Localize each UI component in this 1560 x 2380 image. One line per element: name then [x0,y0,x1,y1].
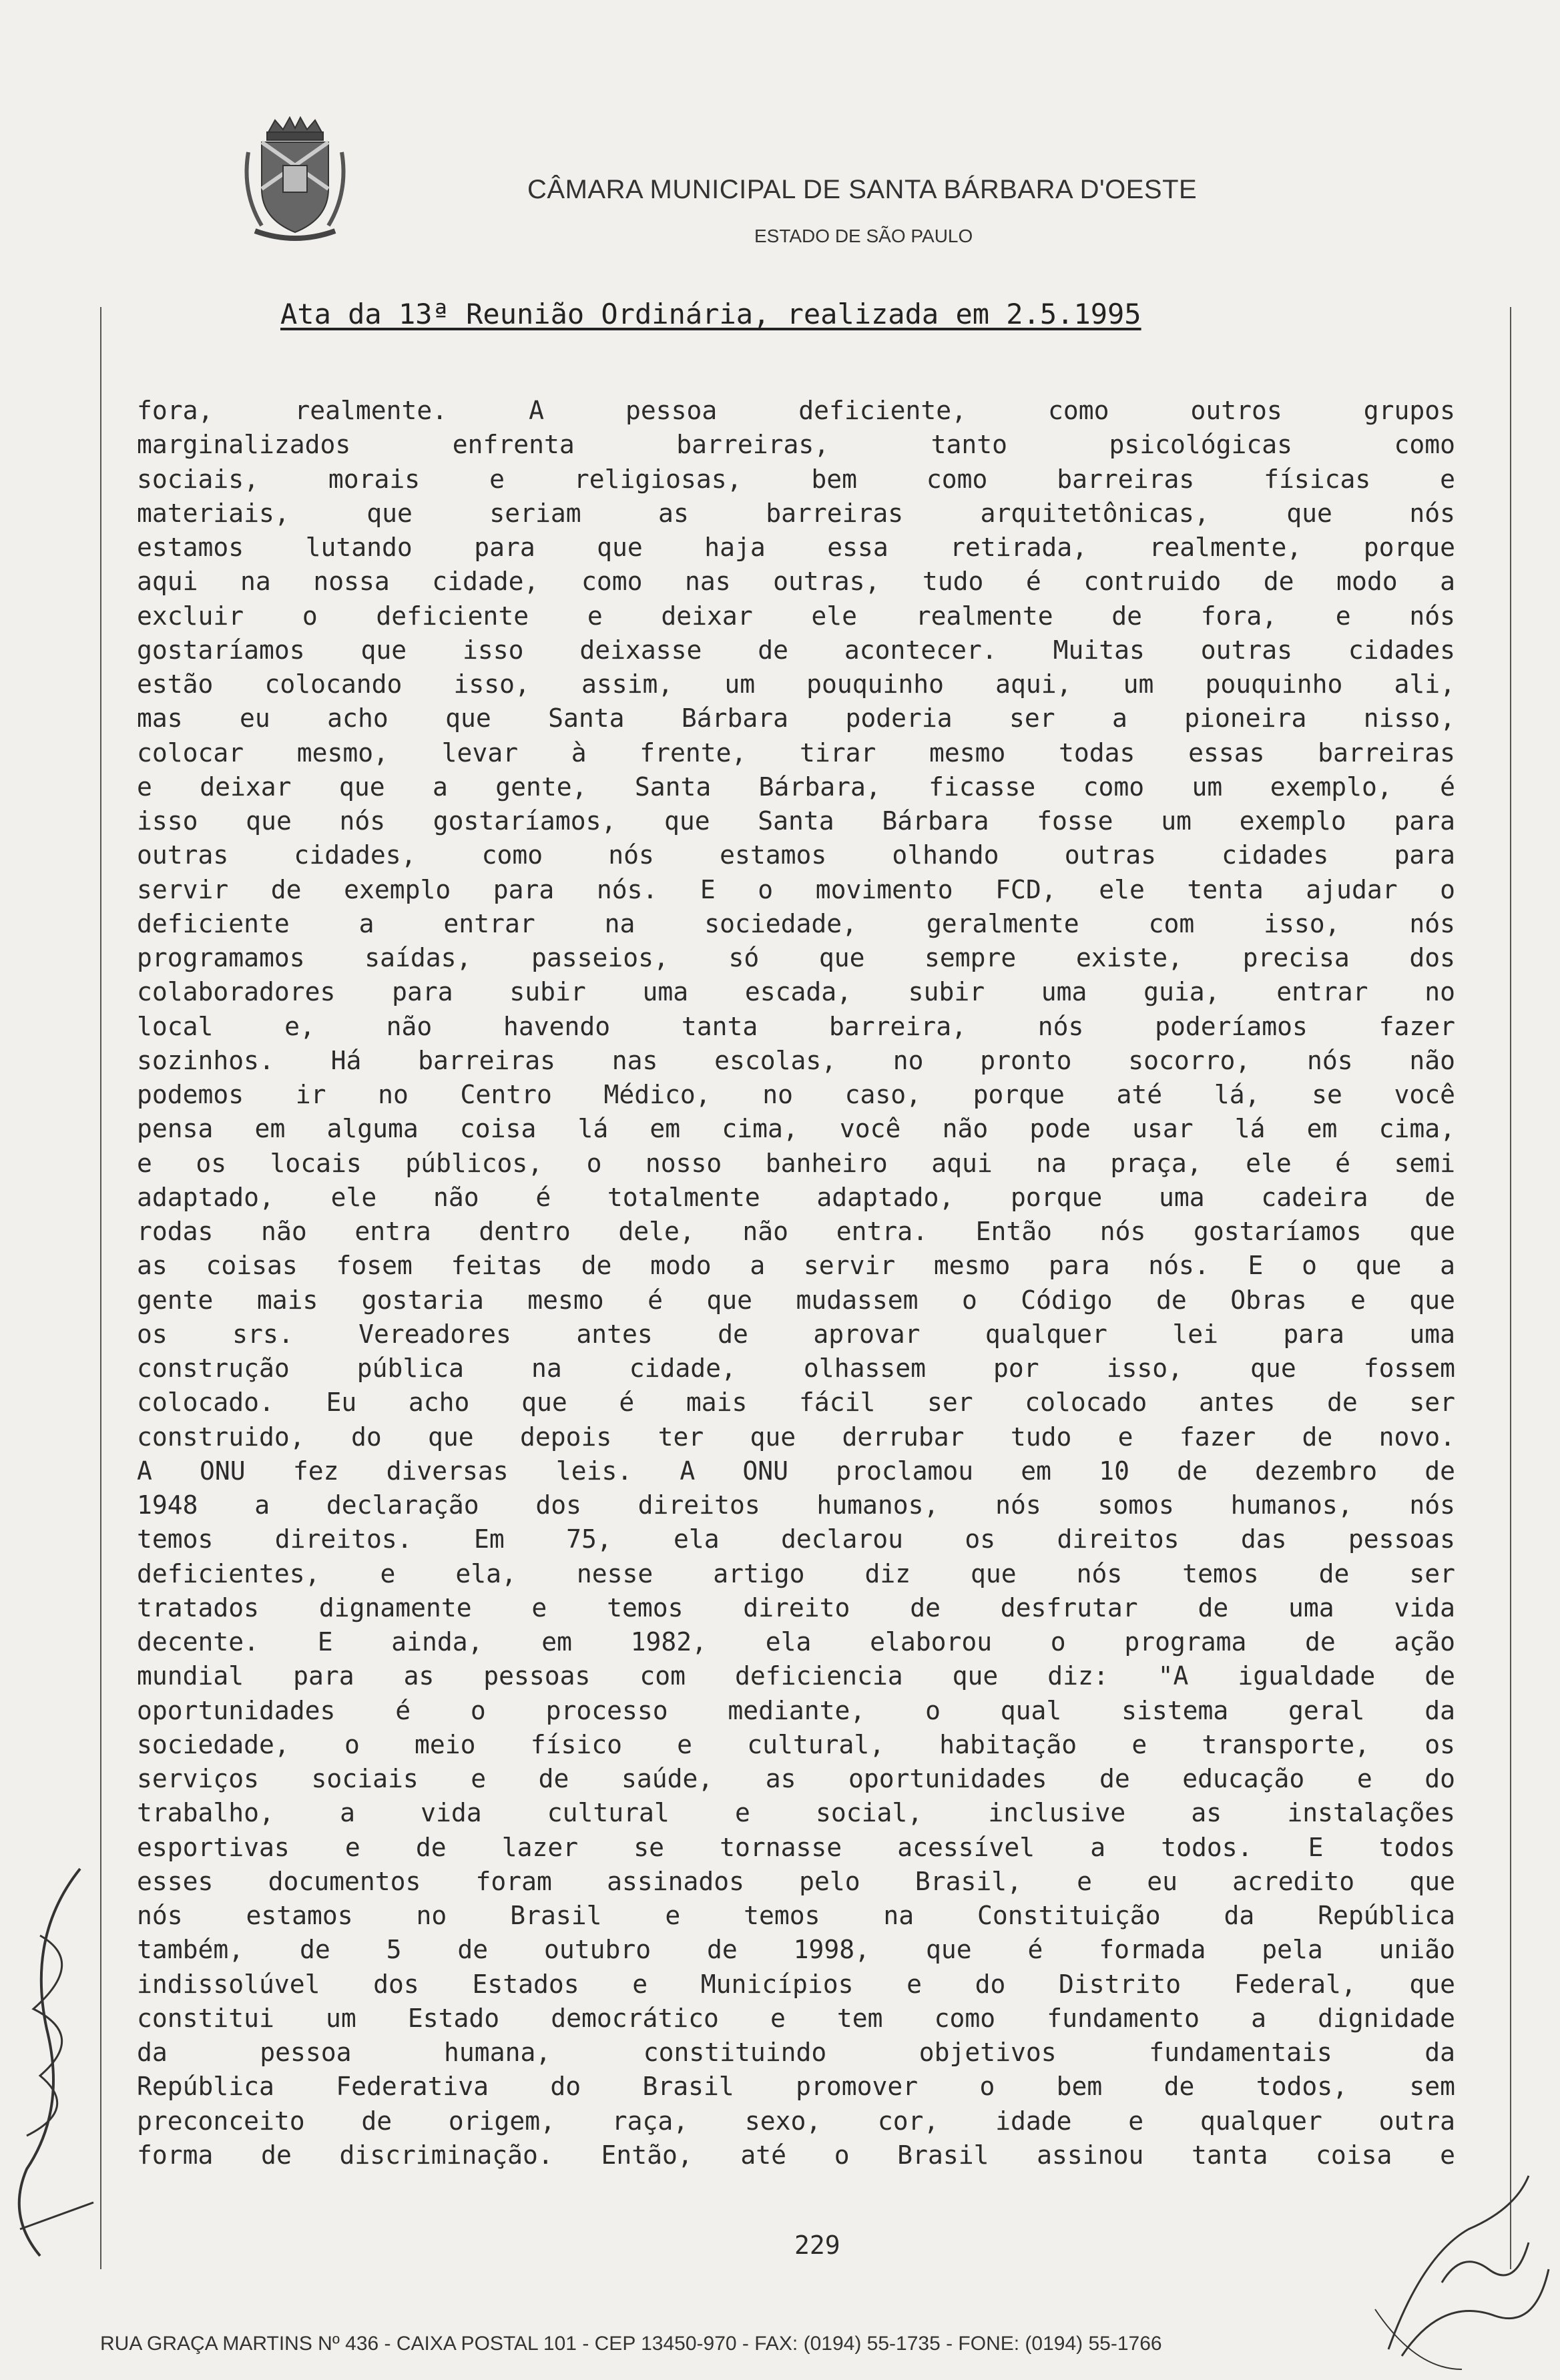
text-line: colocado. Eu acho que é mais fácil ser colocado antes de ser [137,1388,1455,1418]
text-line: colaboradores para subir uma escada, subir uma guia, entrar no [137,977,1455,1007]
text-line: construção pública na cidade, olhassem por isso, que fossem [137,1354,1455,1383]
text-line: deficiente a entrar na sociedade, geralmente com isso, nós [137,908,1455,938]
text-line: constitui um Estado democrático e tem como fundamento a dignidade [137,2003,1455,2033]
text-line: esportivas e de lazer se tornasse acessível a todos. E todos [137,1832,1455,1862]
text-line: oportunidades é o processo mediante, o qual sistema geral da [137,1695,1455,1725]
text-line: local e, não havendo tanta barreira, nós poderíamos fazer [137,1011,1455,1041]
text-line: decente. E ainda, em 1982, ela elaborou o programa de ação [137,1627,1455,1657]
municipal-coat-of-arms [242,112,348,246]
text-line: outras cidades, como nós estamos olhando outras cidades para [137,840,1455,870]
text-line: excluir o deficiente e deixar ele realmente de fora, e nós [137,601,1455,631]
text-line: mas eu acho que Santa Bárbara poderia ser a pioneira nisso, [137,703,1455,733]
text-line: forma de discriminação. Então, até o Brasil assinou tanta coisa e [137,2140,1455,2170]
text-line: deficientes, e ela, nesse artigo diz que nós temos de ser [137,1558,1455,1588]
text-line: tratados dignamente e temos direito de desfrutar de uma vida [137,1592,1455,1622]
text-line: materiais, que seriam as barreiras arquitetônicas, que nós [137,498,1455,528]
text-line: os srs. Vereadores antes de aprovar qualquer lei para uma [137,1319,1455,1349]
state-name: ESTADO DE SÃO PAULO [754,226,973,246]
text-line: aqui na nossa cidade, como nas outras, tudo é contruido de modo a [137,567,1455,597]
text-line: servir de exemplo para nós. E o movimento FCD, ele tenta ajudar o [137,874,1455,904]
institution-name: CÂMARA MUNICIPAL DE SANTA BÁRBARA D'OESTE [527,175,1198,204]
text-line: 1948 a declaração dos direitos humanos, nós somos humanos, nós [137,1490,1455,1520]
text-line: estão colocando isso, assim, um pouquinho aqui, um pouquinho ali, [137,669,1455,699]
text-line: programamos saídas, passeios, só que sempre existe, precisa dos [137,943,1455,972]
left-margin-rule [100,307,101,2269]
text-line: sozinhos. Há barreiras nas escolas, no pronto socorro, nós não [137,1045,1455,1075]
document-title: Ata da 13ª Reunião Ordinária, realizada em 2.5.1995 [280,298,1141,330]
text-line: colocar mesmo, levar à frente, tirar mesmo todas essas barreiras [137,737,1455,768]
text-line: esses documentos foram assinados pelo Brasil, e eu acredito que [137,1866,1455,1896]
text-line: mundial para as pessoas com deficiencia que diz: "A igualdade de [137,1661,1455,1691]
text-line: rodas não entra dentro dele, não entra. Então nós gostaríamos que [137,1217,1455,1246]
text-line: isso que nós gostaríamos, que Santa Bárbara fosse um exemplo para [137,806,1455,836]
right-margin-rule [1510,307,1511,2269]
text-line: sociedade, o meio físico e cultural, habitação e transporte, os [137,1729,1455,1759]
text-line: adaptado, ele não é totalmente adaptado, porque uma cadeira de [137,1182,1455,1212]
text-line: construido, do que depois ter que derrubar tudo e fazer de novo. [137,1422,1455,1452]
text-line: A ONU fez diversas leis. A ONU proclamou em 10 de dezembro de [137,1456,1455,1486]
text-line: da pessoa humana, constituindo objetivos fundamentais da [137,2038,1455,2067]
text-line: as coisas fosem feitas de modo a servir mesmo para nós. E o que a [137,1251,1455,1281]
text-line: gente mais gostaria mesmo é que mudassem o Código de Obras e que [137,1285,1455,1315]
handwritten-signature-right [1362,2149,1555,2376]
text-line: e os locais públicos, o nosso banheiro aqui na praça, ele é semi [137,1148,1455,1178]
text-line: gostaríamos que isso deixasse de acontecer. Muitas outras cidades [137,635,1455,665]
footer-address: RUA GRAÇA MARTINS Nº 436 - CAIXA POSTAL 101 - CEP 13450-970 - FAX: (0194) 55-1735 - FONE: (0194) 55-1766 [100,2333,1162,2355]
text-line: nós estamos no Brasil e temos na Constituição da República [137,1901,1455,1930]
text-line: e deixar que a gente, Santa Bárbara, ficasse como um exemplo, é [137,772,1455,802]
text-line: República Federativa do Brasil promover o bem de todos, sem [137,2072,1455,2102]
text-line: podemos ir no Centro Médico, no caso, porque até lá, se você [137,1080,1455,1109]
text-line: sociais, morais e religiosas, bem como barreiras físicas e [137,464,1455,494]
text-line: também, de 5 de outubro de 1998, que é formada pela união [137,1935,1455,1965]
text-line: indissolúvel dos Estados e Municípios e do Distrito Federal, que [137,1969,1455,1999]
text-line: estamos lutando para que haja essa retirada, realmente, porque [137,533,1455,562]
text-line: preconceito de origem, raça, sexo, cor, idade e qualquer outra [137,2106,1455,2136]
minutes-body [137,394,1455,2172]
text-line: pensa em alguma coisa lá em cima, você não pode usar lá em cima, [137,1114,1455,1144]
page-number: 229 [794,2230,840,2260]
text-line: serviços sociais e de saúde, as oportunidades de educação e do [137,1764,1455,1793]
handwritten-signature-left [0,1855,100,2269]
text-line: marginalizados enfrenta barreiras, tanto psicológicas como [137,430,1455,460]
text-line: temos direitos. Em 75, ela declarou os direitos das pessoas [137,1524,1455,1554]
text-line: fora, realmente. A pessoa deficiente, como outros grupos [137,396,1455,425]
text-line: trabalho, a vida cultural e social, inclusive as instalações [137,1798,1455,1828]
